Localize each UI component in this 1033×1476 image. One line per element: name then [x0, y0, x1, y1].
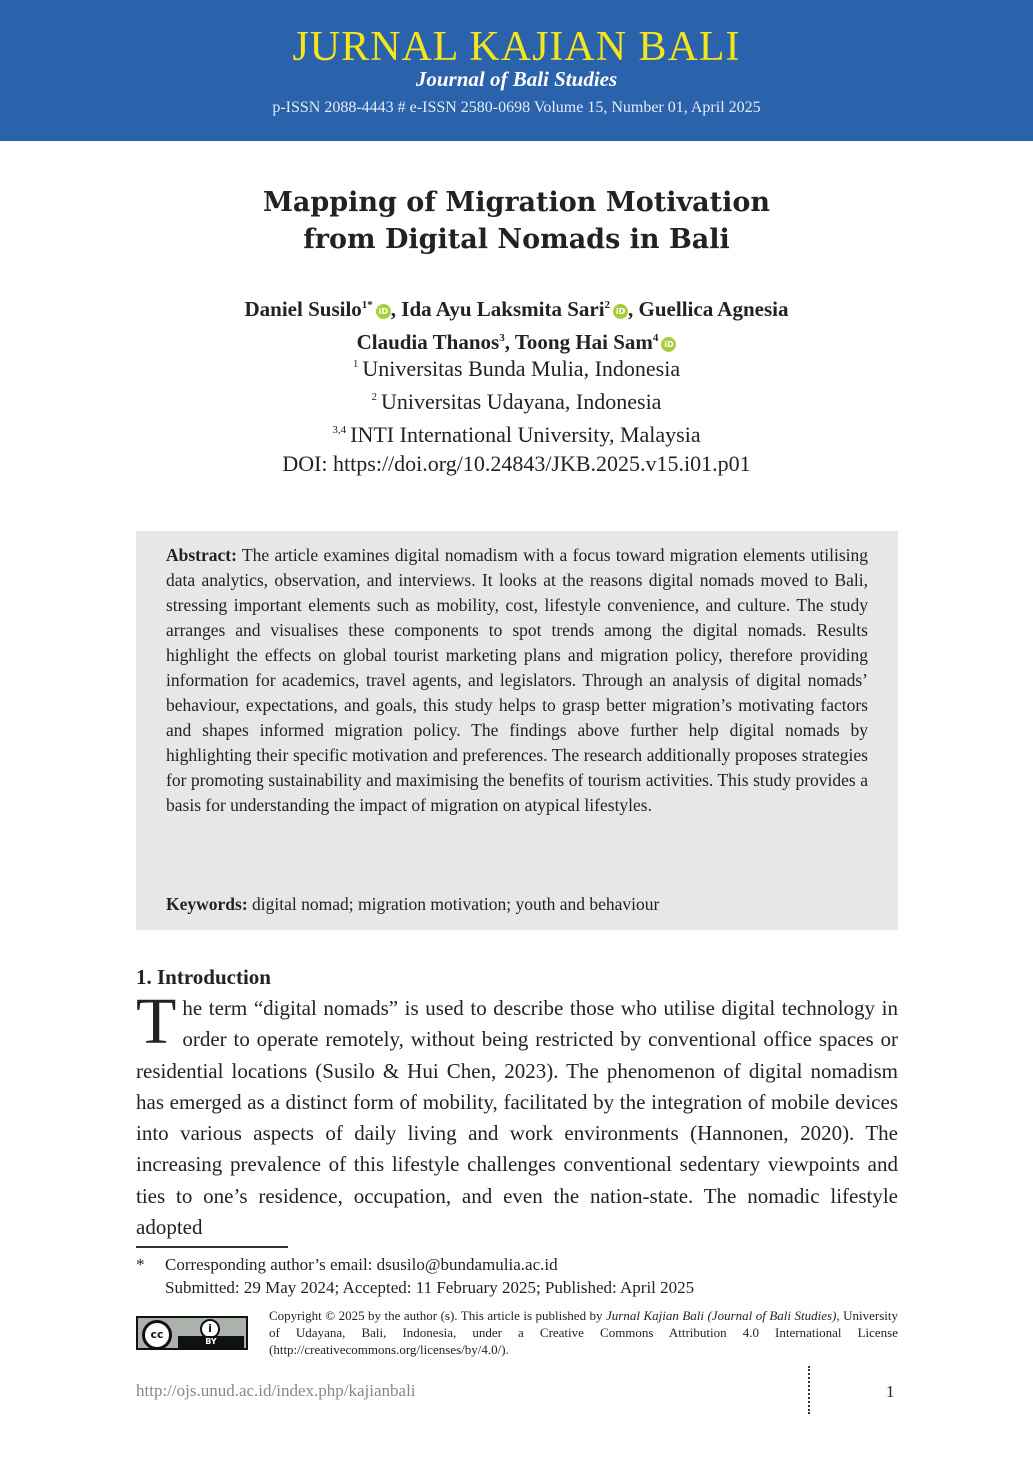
author-sup: 3	[499, 332, 505, 344]
copyright-notice: Copyright © 2025 by the author (s). This article is published by Jurnal Kajian Bali (Journal of Bali Studies), University of Udayana, Bali, Indonesia, under a Creative Commons Attribution 4.0 International License (http://creativecommons.org/licenses/by/4.0/).	[269, 1308, 898, 1357]
keywords	[166, 892, 868, 917]
by-label: BY	[205, 1337, 217, 1346]
author-name: Ida Ayu Laksmita Sari	[401, 297, 605, 321]
page-number: 1	[886, 1382, 895, 1401]
journal-name: JURNAL KAJIAN BALI	[292, 24, 741, 70]
by-label-bar	[178, 1336, 244, 1348]
author-separator: ,	[628, 297, 639, 321]
keywords-text: digital nomad; migration motivation; youth and behaviour	[247, 894, 660, 914]
affiliation-1: $^1$ Universitas Bunda Mulia, Indonesia	[352, 356, 681, 381]
footnote-email: Corresponding author’s email: dsusilo@bundamulia.ac.id	[165, 1255, 558, 1274]
cc-by-license-icon[interactable]	[136, 1316, 248, 1350]
section-heading: 1. Introduction	[136, 965, 271, 989]
author-name: Daniel Susilo	[244, 297, 362, 321]
article-title	[0, 184, 1033, 258]
journal-italic-name: Jurnal Kajian Bali (Journal of Bali Studies)	[606, 1308, 837, 1323]
footnote-marker: *	[136, 1255, 145, 1274]
orcid-icon[interactable]: iD	[613, 304, 628, 319]
keywords-label: Keywords:	[166, 894, 248, 914]
abstract-box	[136, 531, 898, 930]
affiliations	[0, 350, 1033, 478]
cc-icon: cc	[142, 1320, 172, 1350]
title-line-2: from Digital Nomads in Bali	[303, 224, 730, 255]
author-name: Guellica Agnesia	[638, 297, 789, 321]
author-sup: 4	[652, 332, 659, 344]
orcid-icon[interactable]: iD	[661, 337, 676, 352]
author-separator: ,	[390, 297, 402, 321]
journal-issn-line: p-ISSN 2088-4443 # e-ISSN 2580-0698 Volume 15, Number 01, April 2025	[272, 99, 761, 116]
doi-link[interactable]: DOI: https://doi.org/10.24843/JKB.2025.v15.i01.p01	[282, 451, 751, 476]
author-name: Toong Hai Sam	[514, 330, 653, 354]
affiliation-2: $^2$ Universitas Udayana, Indonesia	[371, 389, 662, 414]
abstract-label: Abstract:	[166, 545, 237, 565]
author-name: Claudia Thanos	[356, 330, 500, 354]
abstract	[166, 543, 868, 818]
author-list	[0, 291, 1033, 357]
author-sup: 1*	[361, 299, 373, 311]
introduction-paragraph	[136, 985, 898, 1243]
footer-dotted-divider	[808, 1366, 810, 1414]
author-sup: 2	[604, 299, 611, 311]
affiliation-3: $^{3,4}$ INTI International University, Malaysia	[332, 422, 701, 447]
author-separator: ,	[504, 330, 515, 354]
author-line-1	[0, 291, 1033, 324]
drop-cap: T	[136, 985, 177, 1058]
abstract-text: The article examines digital nomadism with a focus toward migration elements utilising data analytics, observation, and interviews. It looks at the reasons digital nomads moved to Bali, stressing important elements such as mobility, cost, lifestyle convenience, and culture. The study arranges and visualises these components to spot trends among the digital nomads. Results highlight the effects on global tourist marketing plans and migration policy, therefore providing information for academics, travel agents, and legislators. Through an analysis of digital nomads’ behaviour, expectations, and goals, this study helps to grasp better migration’s motivating factors and shapes informed migration policy. The findings above further help digital nomads by highlighting their specific motivation and preferences. The research additionally proposes strategies for promoting sustainability and maximising the benefits of tourism activities. This study provides a basis for understanding the impact of migration on atypical lifestyles.	[166, 545, 868, 815]
orcid-icon[interactable]: iD	[376, 304, 391, 319]
introduction-text: he term “digital nomads” is used to describe those who utilise digital technology in order to operate remotely, without being restricted by conventional office spaces or residential locations (Susilo & Hui Chen, 2023). The phenomenon of digital nomadism has emerged as a distinct form of mobility, facilitated by the integration of mobile devices into various aspects of daily living and work environments (Hannonen, 2020). The increasing prevalence of this lifestyle challenges conventional sedentary viewpoints and ties to one’s residence, occupation, and even the nation-state. The nomadic lifestyle adopted	[136, 996, 898, 1240]
title-line-1: Mapping of Migration Motivation	[262, 187, 770, 218]
footnote-rule	[136, 1246, 288, 1248]
footer-url[interactable]: http://ojs.unud.ac.id/index.php/kajianbali	[136, 1381, 416, 1400]
footnote-lines	[165, 1253, 694, 1299]
journal-header	[0, 0, 1033, 141]
footnote-dates: Submitted: 29 May 2024; Accepted: 11 February 2025; Published: April 2025	[165, 1278, 695, 1297]
attribution-person-icon: i	[200, 1319, 220, 1339]
journal-subtitle: Journal of Bali Studies	[415, 67, 618, 91]
